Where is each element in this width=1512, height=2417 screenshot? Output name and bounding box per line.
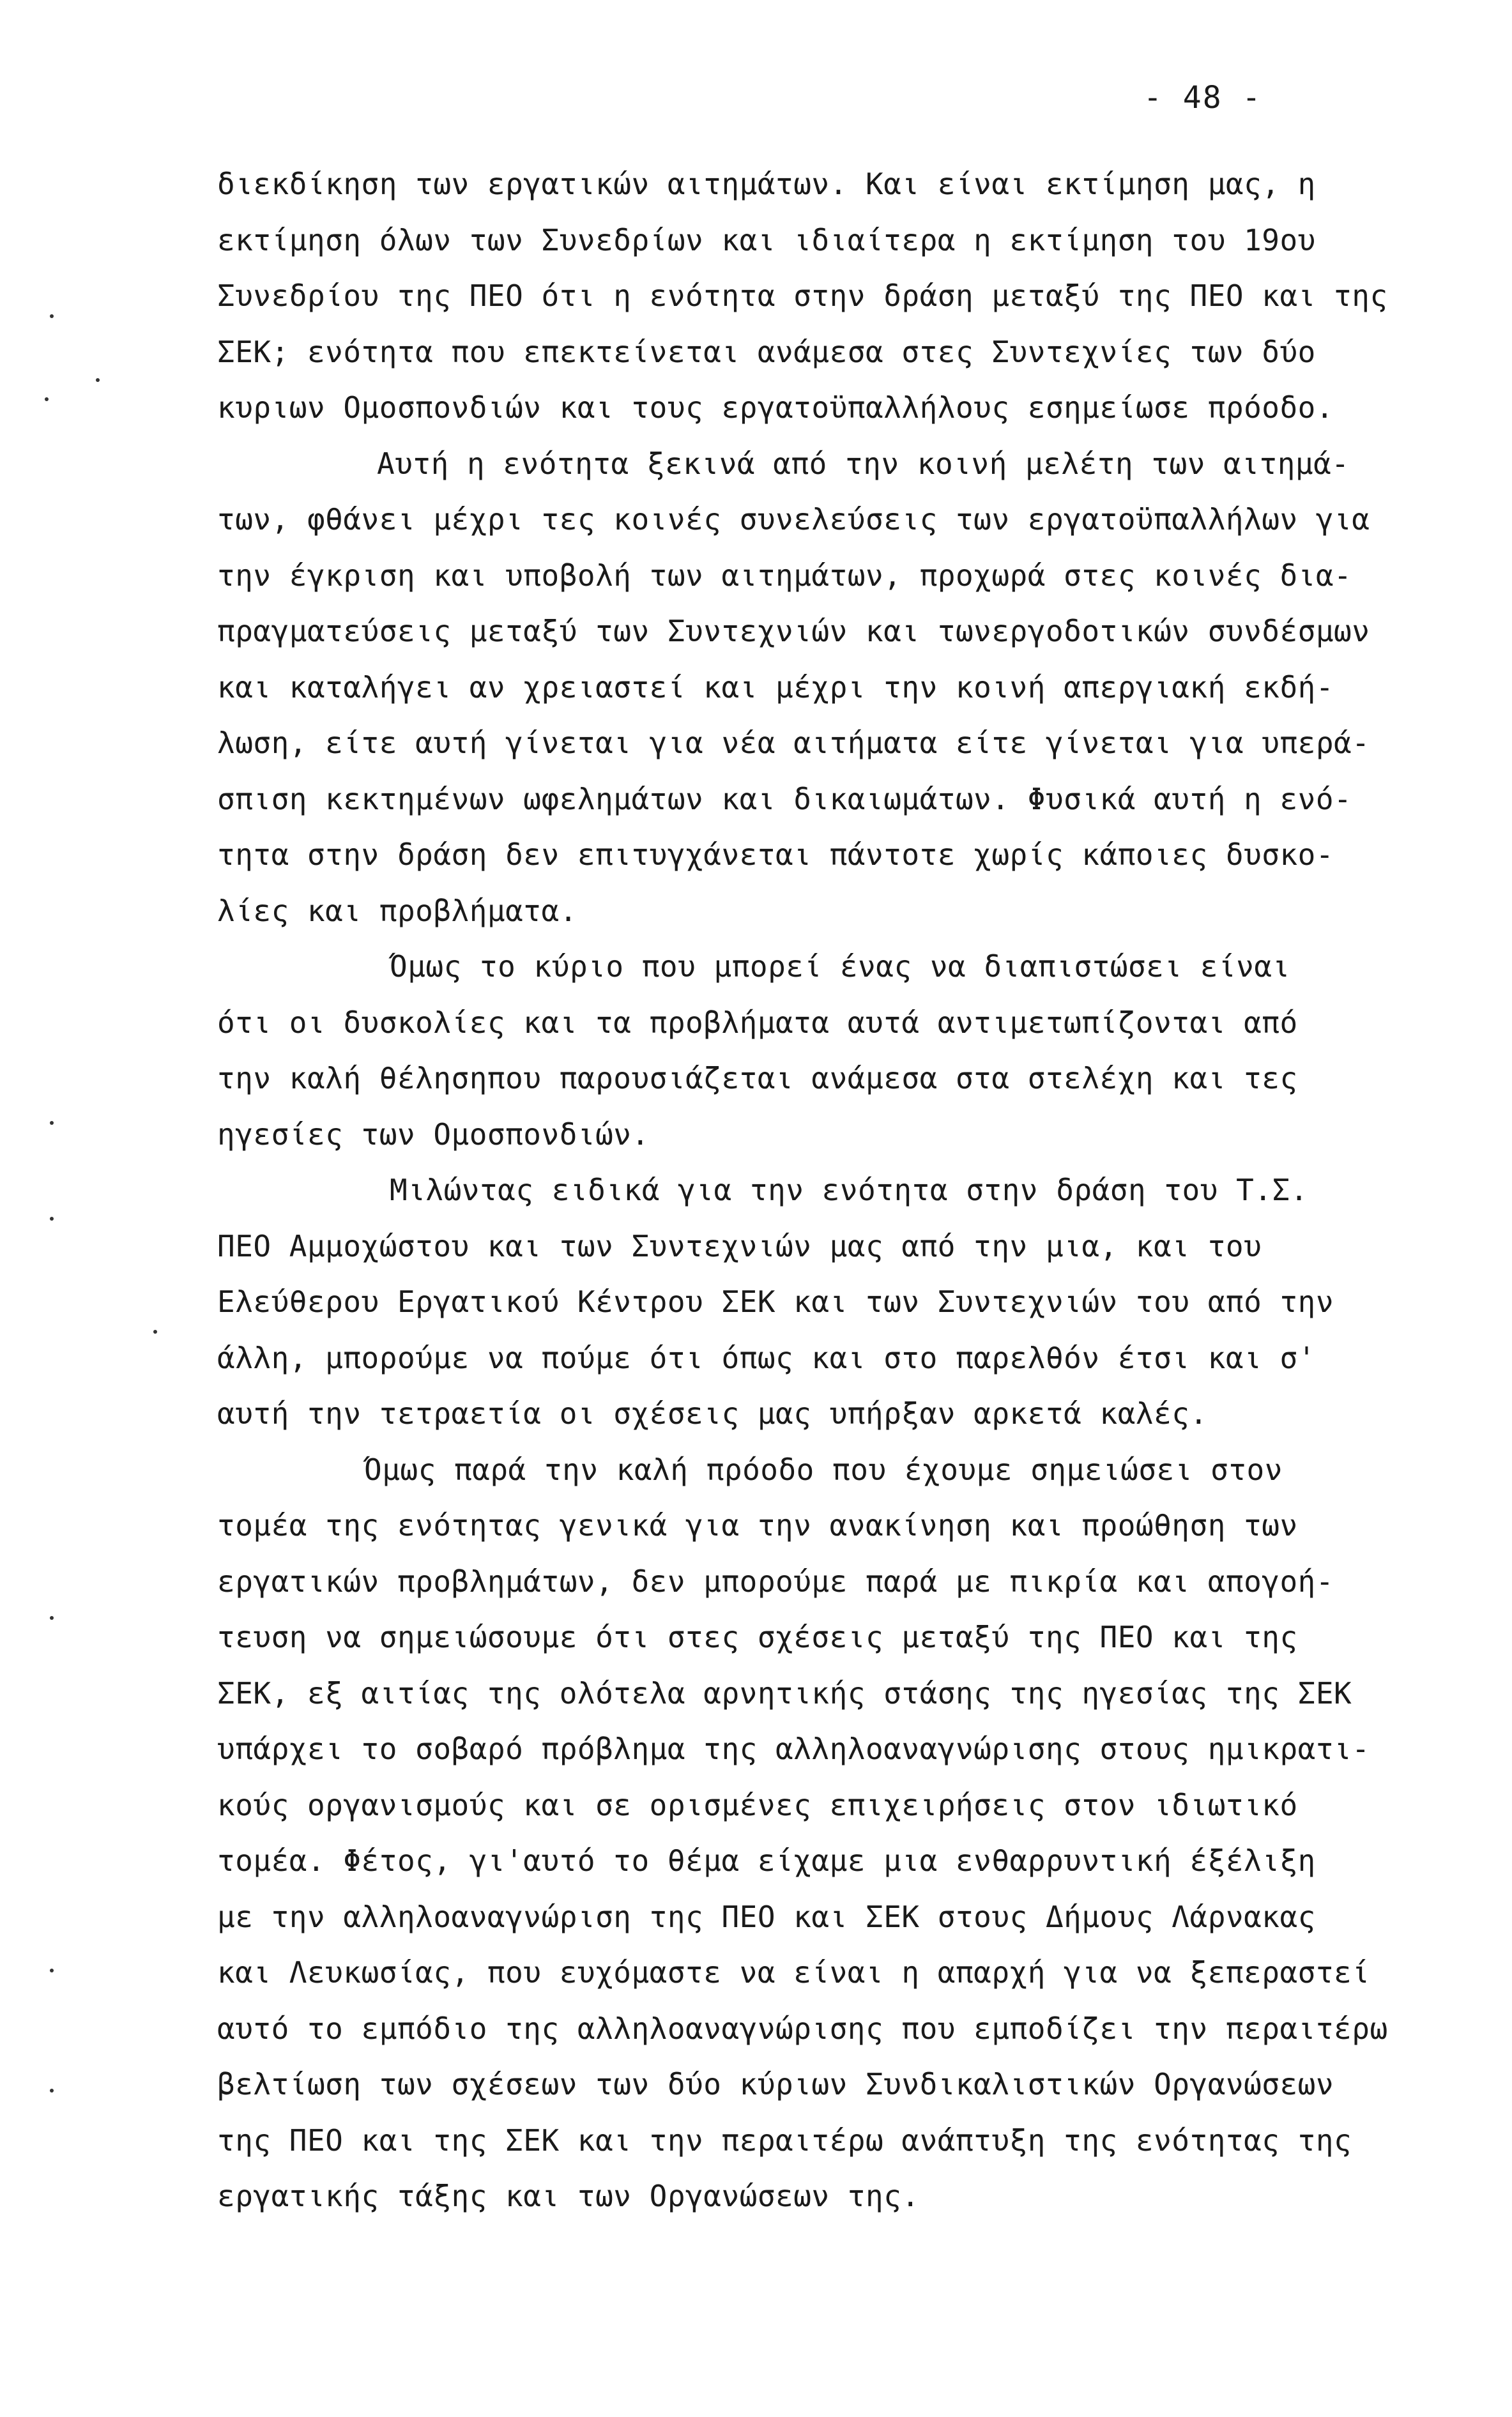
text-line: ηγεσίες των Ομοσπονδιών.: [217, 1117, 650, 1152]
text-line: τομέα. Φέτος, γι'αυτό το θέμα είχαμε μια ενθαρρυντική έξέλιξη: [217, 1843, 1316, 1878]
text-line: υπάρχει το σοβαρό πρόβλημα της αλληλοαναγνώρισης στους ημικρατι-: [217, 1732, 1370, 1766]
text-line: την έγκριση και υποβολή των αιτημάτων, προχωρά στες κοινές δια-: [217, 558, 1352, 593]
scan-speck: [96, 378, 100, 382]
text-line: τητα στην δράση δεν επιτυγχάνεται πάντοτε χωρίς κάποιες δυσκο-: [217, 837, 1334, 872]
text-line: των, φθάνει μέχρι τες κοινές συνελεύσεις των εργατοϋπαλλήλων για: [217, 502, 1370, 537]
text-line: λωση, είτε αυτή γίνεται για νέα αιτήματα είτε γίνεται για υπερά-: [217, 726, 1370, 760]
text-line: εργατικής τάξης και των Οργανώσεων της.: [217, 2179, 920, 2213]
scan-speck: [50, 2089, 54, 2093]
scan-speck: [50, 1121, 54, 1125]
text-line: την καλή θέλησηπου παρουσιάζεται ανάμεσα στα στελέχη και τες: [217, 1061, 1298, 1095]
text-line: Ελεύθερου Εργατικού Κέντρου ΣΕΚ και των Συντεχνιών του από την: [217, 1285, 1334, 1319]
text-line: τομέα της ενότητας γενικά για την ανακίνηση και προώθηση των: [217, 1508, 1298, 1543]
text-line: Όμως το κύριο που μπορεί ένας να διαπιστώσει είναι: [390, 949, 1290, 984]
text-line: κυριων Ομοσπονδιών και τους εργατοϋπαλλήλους εσημείωσε πρόοδο.: [217, 390, 1334, 425]
scan-speck: [50, 314, 54, 318]
text-line: Αυτή η ενότητα ξεκινά από την κοινή μελέτη των αιτημά-: [377, 446, 1350, 481]
scan-speck: [153, 1330, 157, 1334]
text-line: Συνεδρίου της ΠΕΟ ότι η ενότητα στην δράση μεταξύ της ΠΕΟ και της: [217, 278, 1388, 313]
text-line: της ΠΕΟ και της ΣΕΚ και την περαιτέρω ανάπτυξη της ενότητας της: [217, 2123, 1352, 2158]
body-text: [217, 156, 1431, 2225]
text-line: άλλη, μπορούμε να πούμε ότι όπως και στο παρελθόν έτσι και σ': [217, 1340, 1316, 1375]
text-line: πραγματεύσεις μεταξύ των Συντεχνιών και τωνεργοδοτικών συνδέσμων: [217, 614, 1370, 648]
text-line: κούς οργανισμούς και σε ορισμένες επιχειρήσεις στον ιδιωτικό: [217, 1787, 1298, 1822]
text-line: τευση να σημειώσουμε ότι στες σχέσεις μεταξύ της ΠΕΟ και της: [217, 1620, 1298, 1654]
text-line: ΣΕΚ, εξ αιτίας της ολότελα αρνητικής στάσης της ηγεσίας της ΣΕΚ: [217, 1675, 1352, 1711]
text-line: αυτό το εμπόδιο της αλληλοαναγνώρισης που εμποδίζει την περαιτέρω: [217, 2011, 1388, 2046]
text-line: ΠΕΟ Αμμοχώστου και των Συντεχνιών μας από την μια, και του: [217, 1228, 1262, 1263]
text-line: Μιλώντας ειδικά για την ενότητα στην δράση του Τ.Σ.: [390, 1173, 1308, 1207]
text-line: λίες και προβλήματα.: [217, 893, 577, 928]
scan-speck: [45, 397, 49, 401]
text-line: και Λευκωσίας, που ευχόμαστε να είναι η απαρχή για να ξεπεραστεί: [217, 1955, 1370, 1990]
scan-speck: [50, 1616, 54, 1620]
text-line: ΣΕΚ; ενότητα που επεκτείνεται ανάμεσα στες Συντεχνίες των δύο: [217, 334, 1316, 369]
page-number: - 48 -: [1143, 80, 1262, 116]
text-line: σπιση κεκτημένων ωφελημάτων και δικαιωμάτων. Φυσικά αυτή η ενό-: [217, 781, 1352, 816]
text-line: με την αλληλοαναγνώριση της ΠΕΟ και ΣΕΚ στους Δήμους Λάρνακας: [217, 1899, 1316, 1934]
text-line: εργατικών προβλημάτων, δεν μπορούμε παρά με πικρία και απογοή-: [217, 1564, 1334, 1599]
text-line: και καταλήγει αν χρειαστεί και μέχρι την κοινή απεργιακή εκδή-: [217, 669, 1334, 705]
text-line: ότι οι δυσκολίες και τα προβλήματα αυτά αντιμετωπίζονται από: [217, 1005, 1298, 1040]
text-line: αυτή την τετραετία οι σχέσεις μας υπήρξαν αρκετά καλές.: [217, 1396, 1208, 1431]
text-line: βελτίωση των σχέσεων των δύο κύριων Συνδικαλιστικών Οργανώσεων: [217, 2067, 1334, 2101]
scan-speck: [50, 1969, 54, 1972]
scan-speck: [50, 1217, 54, 1221]
text-line: διεκδίκηση των εργατικών αιτημάτων. Και είναι εκτίμηση μας, η: [217, 167, 1316, 201]
text-line: Όμως παρά την καλή πρόοδο που έχουμε σημειώσει στον: [364, 1452, 1283, 1487]
text-line: εκτίμηση όλων των Συνεδρίων και ιδιαίτερα η εκτίμηση του 19ου: [217, 222, 1316, 257]
